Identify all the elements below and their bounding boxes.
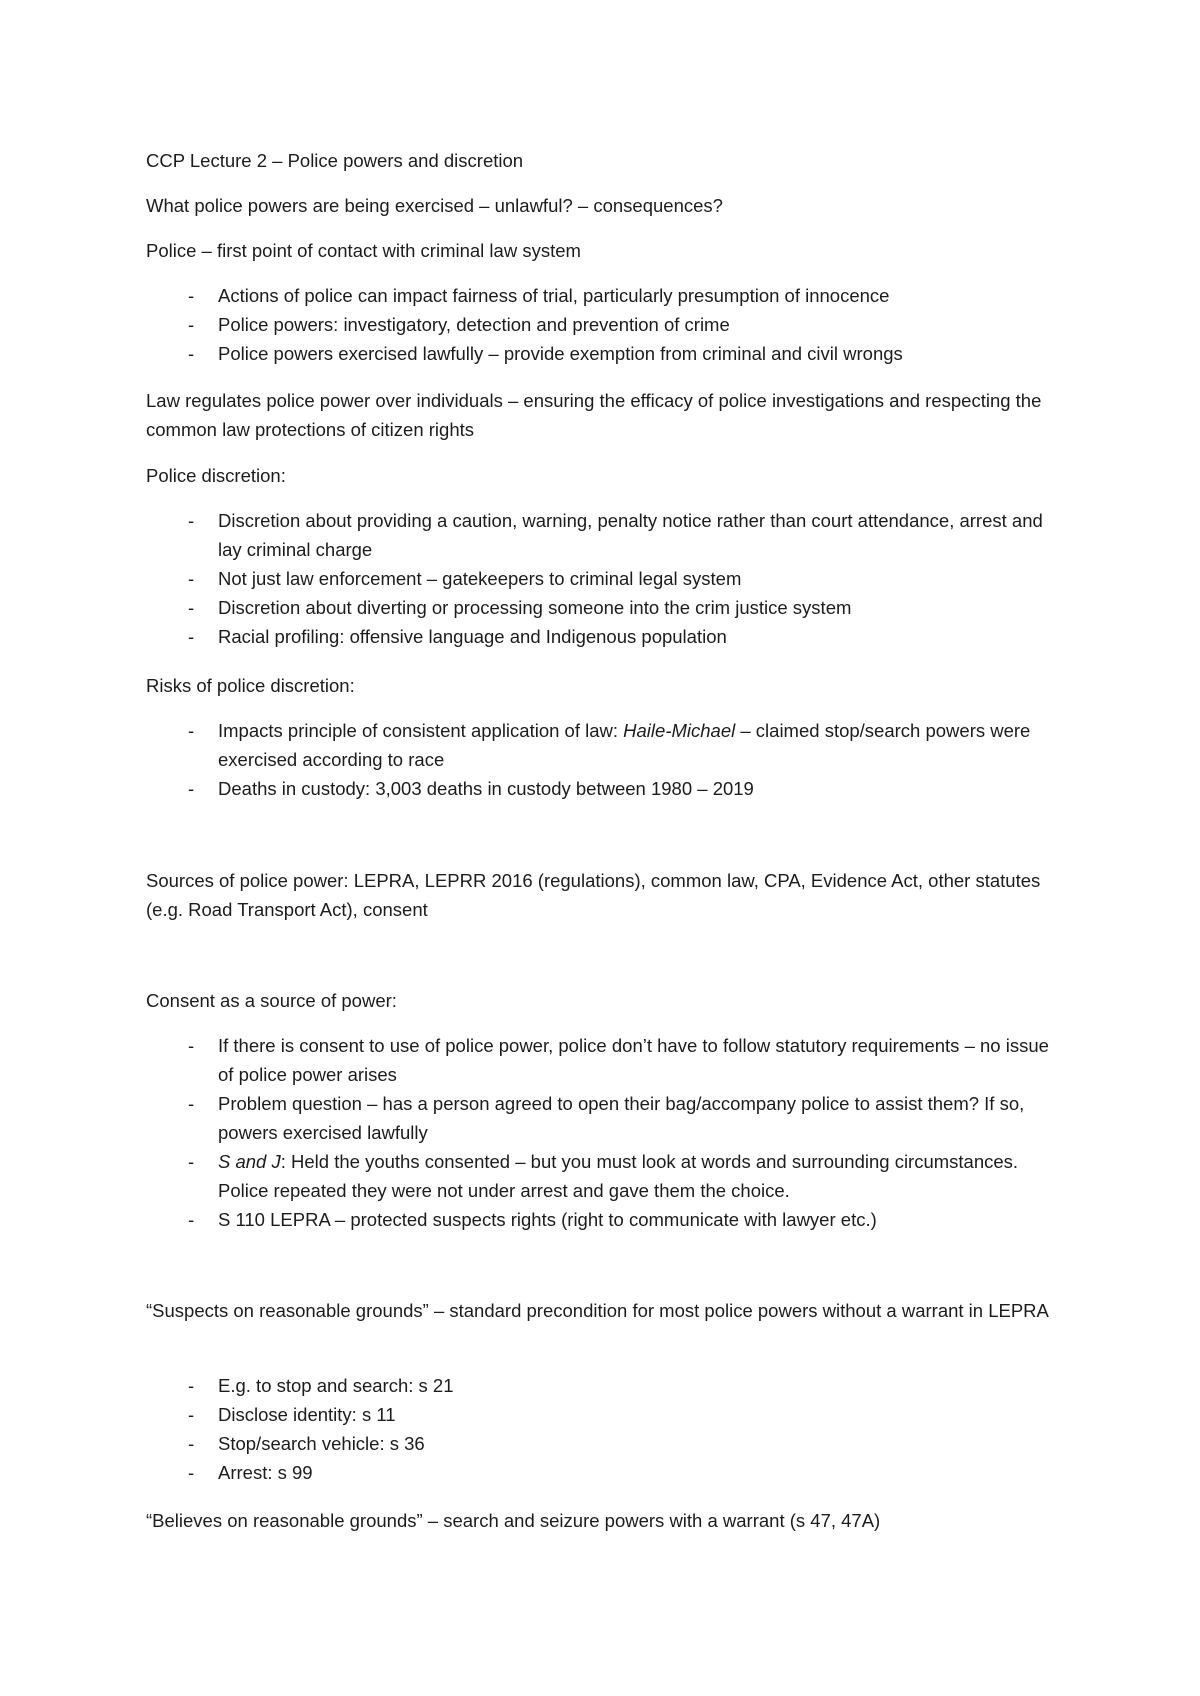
list-item: - Racial profiling: offensive language and Indigenous population xyxy=(146,622,1066,651)
risk-text-post: – claimed stop/search powers were exercised according to race xyxy=(218,720,1031,770)
list-item: - Not just law enforcement – gatekeepers to criminal legal system xyxy=(146,564,1066,593)
list-item: - S 110 LEPRA – protected suspects rights (right to communicate with lawyer etc.) xyxy=(146,1205,1066,1234)
list-item: - Problem question – has a person agreed to open their bag/accompany police to assist them? If so, powers exercised lawfully xyxy=(146,1089,1066,1147)
case-text: : Held the youths consented – but you must look at words and surrounding circumstances. Police repeated they were not under arrest and gave them the choice. xyxy=(218,1151,1019,1201)
believes-paragraph: “Believes on reasonable grounds” – search and seizure powers with a warrant (s 47, 47A) xyxy=(146,1510,881,1531)
sources-paragraph: Sources of police power: LEPRA, LEPRR 2016 (regulations), common law, CPA, Evidence Act, other statutes (e.g. Road Transport Act), consent xyxy=(146,870,1041,920)
list-item: - Police powers exercised lawfully – provide exemption from criminal and civil wrongs xyxy=(146,339,1066,368)
risk-text-pre: Impacts principle of consistent application of law: xyxy=(218,720,624,741)
reasonable-grounds-list xyxy=(146,1371,1066,1487)
question-line: What police powers are being exercised – unlawful? – consequences? xyxy=(146,195,723,216)
risks-heading: Risks of police discretion: xyxy=(146,675,355,696)
list-item: - Arrest: s 99 xyxy=(146,1458,1066,1487)
law-regulates-paragraph: Law regulates police power over individuals – ensuring the efficacy of police investigations and respecting the common law protections of citizen rights xyxy=(146,390,1042,440)
list-item xyxy=(146,716,1066,774)
list-item: - E.g. to stop and search: s 21 xyxy=(146,1371,1066,1400)
page-title: CCP Lecture 2 – Police powers and discretion xyxy=(146,150,524,171)
list-item: - Discretion about providing a caution, warning, penalty notice rather than court attendance, arrest and lay criminal charge xyxy=(146,506,1066,564)
list-item: - Disclose identity: s 11 xyxy=(146,1400,1066,1429)
police-role-list xyxy=(146,281,1066,368)
police-contact-line: Police – first point of contact with criminal law system xyxy=(146,240,581,261)
case-name: Haile-Michael xyxy=(623,720,736,741)
consent-list xyxy=(146,1031,1066,1234)
discretion-heading: Police discretion: xyxy=(146,465,286,486)
list-item: - Deaths in custody: 3,003 deaths in custody between 1980 – 2019 xyxy=(146,774,1066,803)
list-item xyxy=(146,1147,1066,1205)
list-item: - Actions of police can impact fairness of trial, particularly presumption of innocence xyxy=(146,281,1066,310)
list-item: - Discretion about diverting or processing someone into the crim justice system xyxy=(146,593,1066,622)
consent-heading: Consent as a source of power: xyxy=(146,990,397,1011)
case-name: S and J xyxy=(218,1151,281,1172)
list-item: - Stop/search vehicle: s 36 xyxy=(146,1429,1066,1458)
discretion-list xyxy=(146,506,1066,651)
suspects-paragraph: “Suspects on reasonable grounds” – standard precondition for most police powers without a warrant in LEPRA xyxy=(146,1300,1049,1321)
list-item: - If there is consent to use of police power, police don’t have to follow statutory requirements – no issue of police power arises xyxy=(146,1031,1066,1089)
risks-list xyxy=(146,716,1066,803)
list-item: - Police powers: investigatory, detection and prevention of crime xyxy=(146,310,1066,339)
